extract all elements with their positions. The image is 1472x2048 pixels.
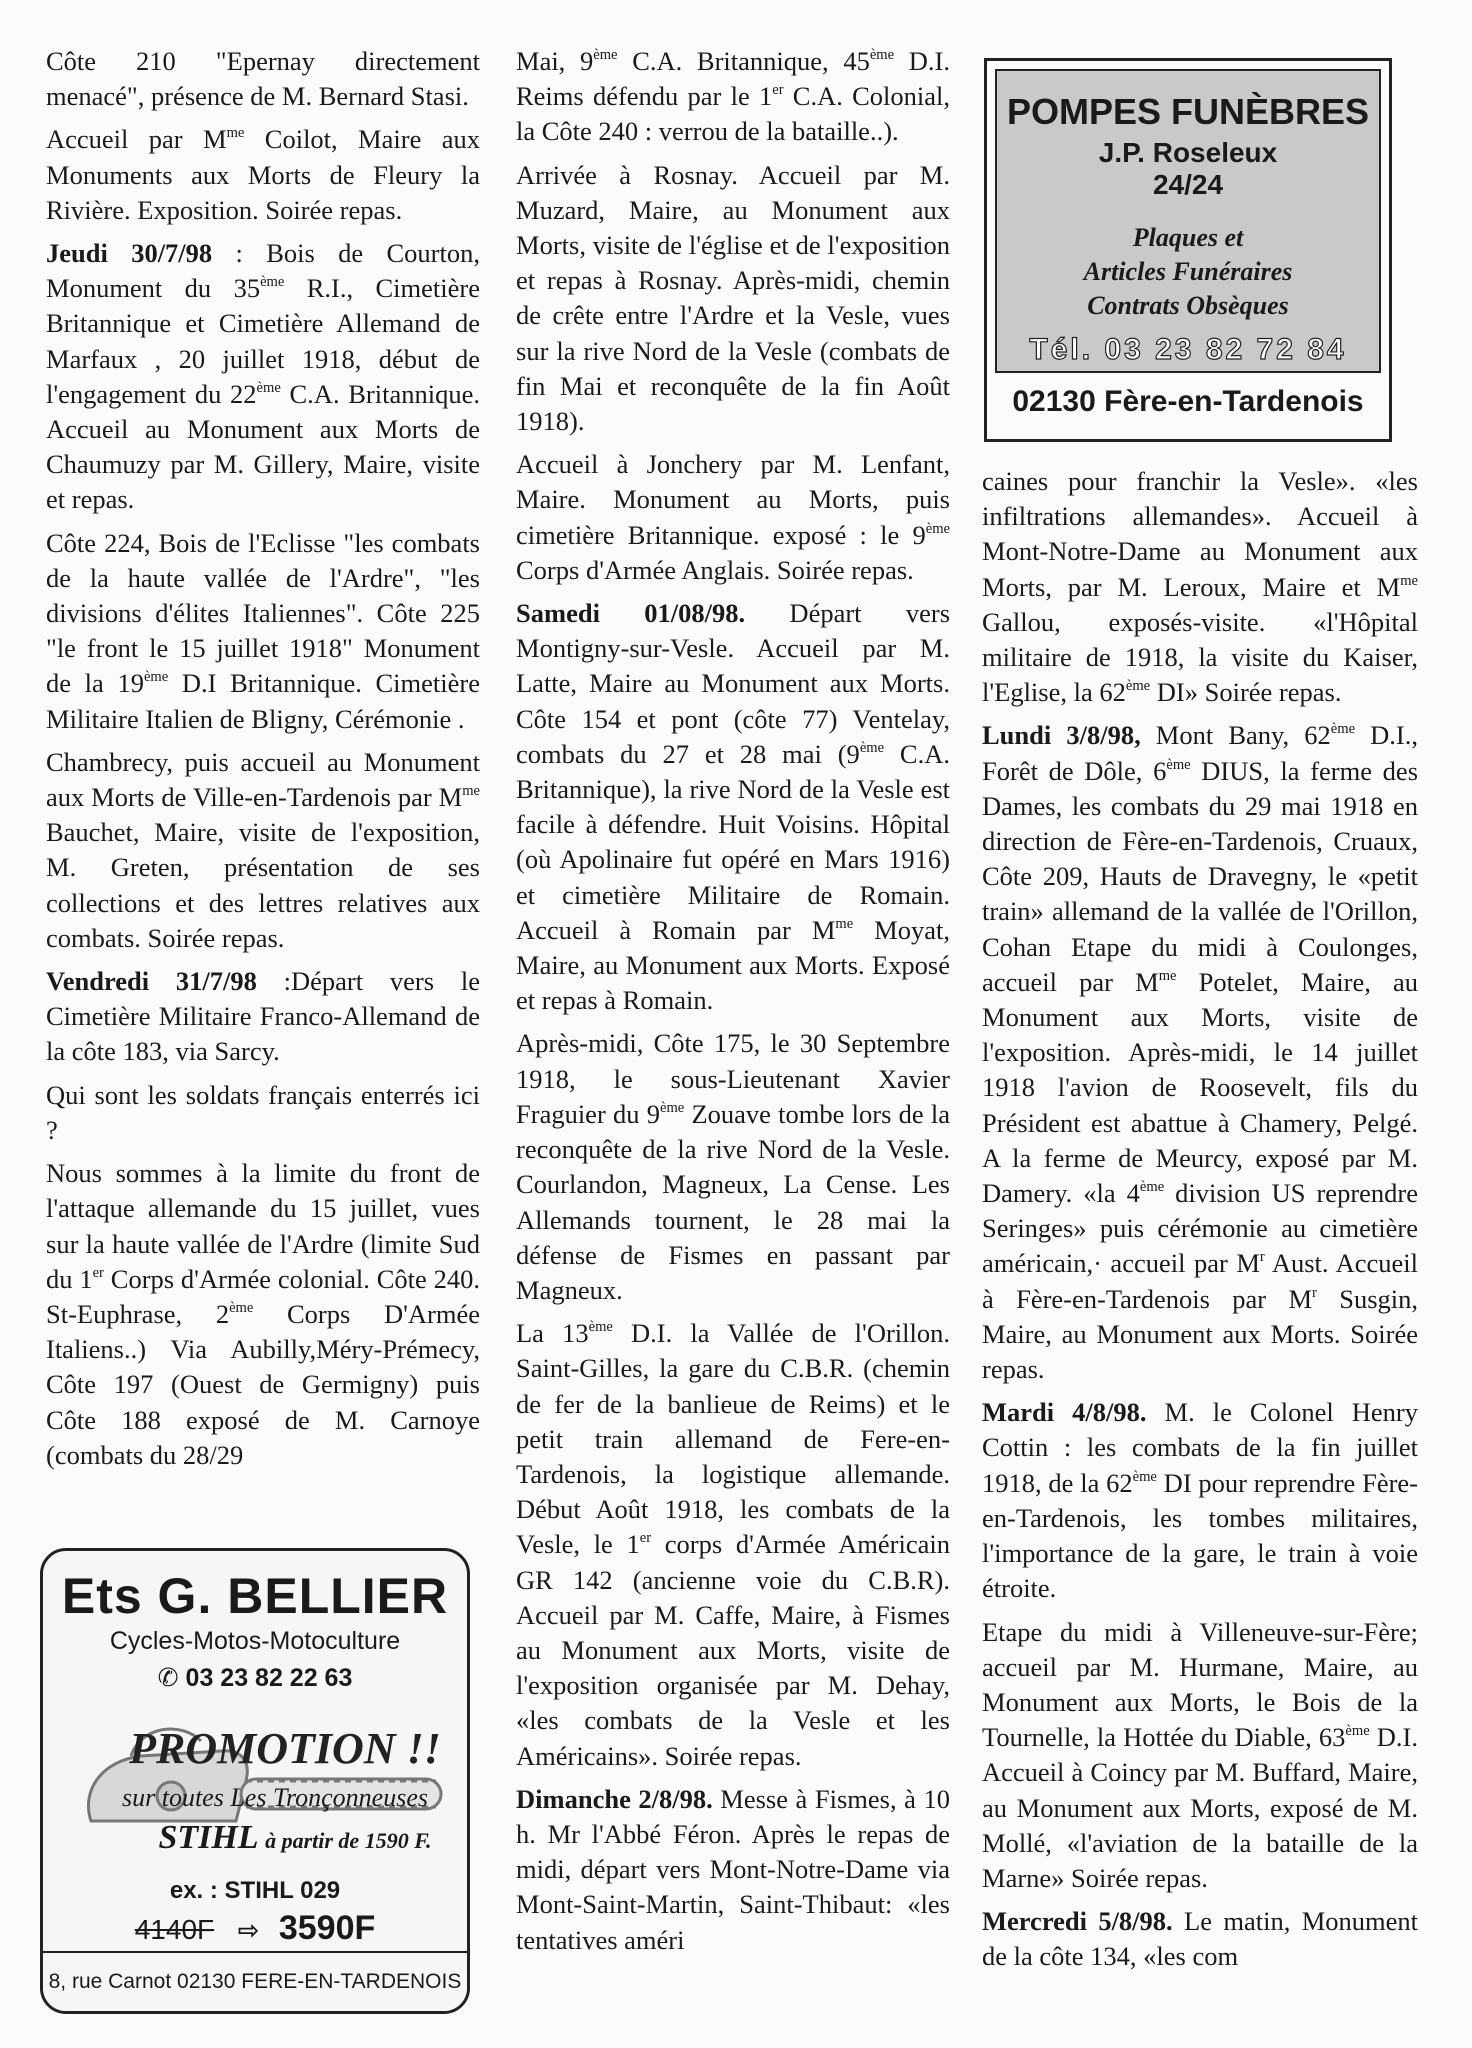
article-paragraph: caines pour franchir la Vesle». «les infiltrations allemandes». Accueil à Mont-Notre-Dame au Monument aux Morts, par M. Leroux, Maire et $M^{me}$ Gallou, exposés-visite. «l'Hôpital militaire de 1918, la visite du Kaiser, l'Eglise, la 62ème DI» Soirée repas.: [982, 466, 1418, 708]
column-3: [982, 464, 1418, 1983]
old-price: 4140F: [134, 1914, 215, 1945]
ad-shop-subtitle: Cycles-Motos-Motoculture: [109, 1627, 401, 1655]
article-paragraph: Mai, 9ème C.A. Britannique, 45ème D.I. Reims défendu par le 1er C.A. Colonial, la Côte 240 : verrou de la bataille..).: [516, 46, 950, 147]
ad-price: [43, 1909, 467, 1948]
article-paragraph: Mardi 4/8/98. M. le Colonel Henry Cottin : les combats de la fin juillet 1918, de la 62ème DI pour reprendre Fère-en-Tardenois, les tombes militaires, l'importance de la gare, le train à voie étroite.: [982, 1397, 1418, 1604]
arrow-icon: ⇨: [237, 1915, 260, 1945]
ad-phone: Tél. 03 23 82 72 84: [1029, 333, 1347, 366]
ad-promo-line: sur toutes Les Tronçonneuses: [122, 1783, 428, 1812]
ad-owner: J.P. Roseleux: [1098, 137, 1278, 168]
article-paragraph: Etape du midi à Villeneuve-sur-Fère; accueil par M. Hurmane, Maire, au Monument aux Morts, le Bois de la Tournelle, la Hottée du Diable, 63ème D.I. Accueil à Coincy par M. Buffard, Maire, au Monument aux Morts, exposé de M. Mollé, «l'aviation de la bataille de la Marne» Soirée repas.: [982, 1616, 1419, 1893]
article-paragraph: Lundi 3/8/98, Mont Bany, 62ème D.I., Forêt de Dôle, 6ème DIUS, la ferme des Dames, les combats du 29 mai 1918 en direction de Fère-en-Tardenois, Cruaux, Côte 209, Hauts de Dravegny, le «petit train» allemand de la vallée de l'Orillon, Cohan Etape du midi à Coulonges, accueil par $M^{me}$ Potelet, Maire, au Monument aux Morts, visite de l'exposition. Après-midi, le 14 juillet 1918 l'avion de Roosevelt, fils du Président est abattue à Chamery, Pelgé. A la ferme de Meurcy, exposé par M. Damery. «la 4ème division US reprendre Seringes» puis cérémonie au cimetière américain,· accueil par $M^r$ Aust. Accueil à Fère-en-Tardenois par $M^r$ Susgin, Maire, au Monument aux Morts. Soirée repas.: [982, 720, 1419, 1385]
article-paragraph: Après-midi, Côte 175, le 30 Septembre 1918, le sous-Lieutenant Xavier Fraguier du 9ème Zouave tombe lors de la reconquête de la rive Nord de la Vesle. Courlandon, Magneux, La Cense. Les Allemands tournent, le 28 mai la défense de Fismes en passant par Magneux.: [516, 1028, 950, 1305]
article-paragraph: Côte 224, Bois de l'Eclisse "les combats de la haute vallée de l'Ardre", "les divisions d'élites Italiennes". Côte 225 "le front le 15 juillet 1918" Monument de la 19ème D.I Britannique. Cimetière Militaire Italien de Bligny, Cérémonie .: [46, 527, 480, 734]
ad-hours: 24/24: [1152, 169, 1224, 200]
article-paragraph: Samedi 01/08/98. Départ vers Montigny-sur-Vesle. Accueil par M. Latte, Maire au Monument aux Morts. Côte 154 et pont (côte 77) Ventelay, combats du 27 et 28 mai (9ème C.A. Britannique), la rive Nord de la Vesle est facile à défendre. Huit Voisins. Hôpital (où Apolinaire fut opéré en Mars 1916) et cimetière Militaire de Romain. Accueil à Romain par $M^{me}$ Moyat, Maire, au Monument aux Morts. Exposé et repas à Romain.: [516, 598, 951, 1016]
article-paragraph: Arrivée à Rosnay. Accueil par M. Muzard, Maire, au Monument aux Morts, visite de l'église et de l'exposition et repas à Rosnay. Après-midi, chemin de crête entre l'Ardre et la Vesle, vues sur la rive Nord de la Vesle (combats de fin Mai et reconquête de la fin Août 1918).: [516, 159, 950, 437]
article-paragraph: Jeudi 30/7/98 : Bois de Courton, Monument du 35ème R.I., Cimetière Britannique et Cimetière Allemand de Marfaux , 20 juillet 1918, début de l'engagement du 22ème C.A. Britannique. Accueil au Monument aux Morts de Chaumuzy par M. Gillery, Maire, visite et repas.: [46, 238, 480, 515]
article-paragraph: Nous sommes à la limite du front de l'attaque allemande du 15 juillet, vues sur la haute vallée de l'Ardre (limite Sud du 1er Corps d'Armée colonial. Côte 240. St-Euphrase, 2ème Corps D'Armée Italiens..) Via Aubilly,Méry-Prémecy, Côte 197 (Ouest de Germigny) puis Côte 188 exposé de M. Carnoye (combats du 28/29: [46, 1158, 481, 1470]
article-paragraph: Côte 210 "Epernay directement menacé", présence de M. Bernard Stasi.: [46, 46, 480, 112]
ad-shop-phone: ✆ 03 23 82 22 63: [157, 1664, 353, 1692]
ad-title: POMPES FUNÈBRES: [1006, 91, 1370, 132]
article-paragraph: Chambrecy, puis accueil au Monument aux Morts de Ville-en-Tardenois par $M^{me}$ Bauchet, Maire, visite de l'exposition, M. Greten, présentation de ses collections et des lettres relatives aux combats. Soirée repas.: [46, 746, 480, 953]
ad-address: 02130 Fère-en-Tardenois: [995, 371, 1381, 431]
ad-example-model: ex. : STIHL 029: [169, 1877, 341, 1904]
article-paragraph: Vendredi 31/7/98 :Départ vers le Cimetière Militaire Franco-Allemand de la côte 183, via Sarcy.: [46, 966, 480, 1067]
column-1: [46, 44, 480, 1481]
article-paragraph: Dimanche 2/8/98. Messe à Fismes, à 10 h. Mr l'Abbé Féron. Après le repas de midi, départ vers Mont-Notre-Dame via Mont-Saint-Martin, Saint-Thibaut: «les tentatives améri: [516, 1783, 950, 1955]
ad-promo-brand: STIHL à partir de 1590 F.: [158, 1819, 432, 1856]
article-paragraph: La 13ème D.I. la Vallée de l'Orillon. Saint-Gilles, la gare du C.B.R. (chemin de fer de la banlieue de Reims) et le petit train allemand de Fere-en-Tardenois, la logistique allemande. Début Août 1918, les combats de la Vesle, le 1er corps d'Armée Américain GR 142 (ancienne voie du C.B.R). Accueil par M. Caffe, Maire, à Fismes au Monument aux Morts, visite de l'exposition organisée par M. Dehay, «les combats de la Vesle et les Américains». Soirée repas.: [516, 1318, 950, 1771]
ad-shop-name: Ets G. BELLIER: [61, 1568, 449, 1624]
new-price: 3590F: [278, 1909, 376, 1947]
ad-pompes-funebres: [984, 58, 1392, 442]
article-paragraph: Qui sont les soldats français enterrés ici ?: [46, 1079, 480, 1145]
column-2: [516, 44, 950, 1966]
ad-services: Plaques et Articles Funéraires Contrats Obsèques: [1083, 223, 1293, 320]
ad-promotion: PROMOTION !!: [129, 1724, 441, 1773]
article-paragraph: Mercredi 5/8/98. Le matin, Monument de la côte 134, «les com: [982, 1906, 1418, 1972]
article-paragraph: Accueil par $M^{me}$ Coilot, Maire aux Monuments aux Morts de Fleury la Rivière. Exposition. Soirée repas.: [46, 124, 480, 225]
ad-bellier: [40, 1548, 470, 2014]
ad-shop-address: 8, rue Carnot 02130 FERE-EN-TARDENOIS: [43, 1951, 467, 2011]
article-paragraph: Accueil à Jonchery par M. Lenfant, Maire. Monument au Morts, puis cimetière Britannique. exposé : le 9ème Corps d'Armée Anglais. Soirée repas.: [516, 449, 950, 585]
